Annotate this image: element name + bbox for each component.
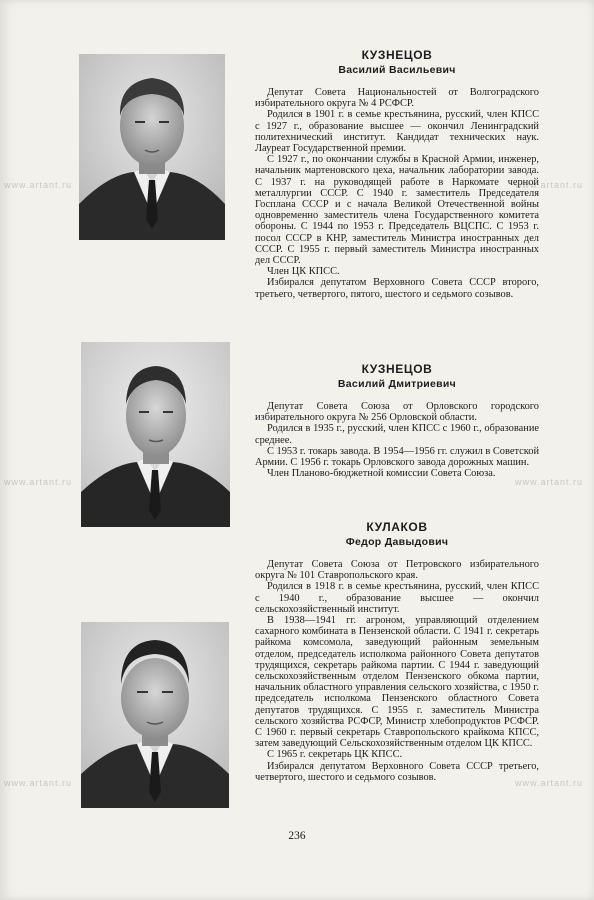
entry-paragraph: Родился в 1918 г. в семье крестьянина, русский, член КПСС с 1940 г., образование высшее — окончил сельскохозяйственный институт. <box>255 581 539 615</box>
entry-given-name: Василий Васильевич <box>338 64 456 76</box>
watermark-left-1: www.artant.ru <box>4 180 73 190</box>
entry-paragraph: Родился в 1935 г., русский, член КПСС с 1960 г., образование среднее. <box>255 423 539 446</box>
entry-paragraph: Член Планово-бюджетной комиссии Совета Союза. <box>267 468 496 480</box>
entry-surname: КУЗНЕЦОВ <box>361 48 433 62</box>
portrait-photo-2 <box>81 342 230 527</box>
watermark-left-3: www.artant.ru <box>4 778 73 788</box>
entry-given-name: Федор Давыдович <box>345 536 449 548</box>
entry-paragraph: Избирался депутатом Верховного Совета СССР третьего, четвертого, шестого и седьмого созывов. <box>255 760 539 783</box>
entry-paragraph: С 1965 г. секретарь ЦК КПСС. <box>267 749 403 761</box>
biography-entry-3 <box>255 520 539 783</box>
entry-paragraph: С 1953 г. токарь завода. В 1954—1956 гг. служил в Советской Армии. С 1956 г. токарь Орловского завода дорожных машин. <box>255 445 540 469</box>
entry-surname: КУЗНЕЦОВ <box>361 362 433 376</box>
entry-paragraph: Член ЦК КПСС. <box>267 266 340 278</box>
watermark-left-2: www.artant.ru <box>4 477 73 487</box>
watermark-right-1: www.artant.ru <box>515 180 584 190</box>
entry-paragraph: С 1927 г., по окончании службы в Красной Армии, инженер, начальник мартеновского цеха, начальник лаборатории завода. С 1937 г. на руководящей работе в Наркомате черной металлургии СССР. С 1940 г. заместитель Председателя Госплана СССР и с начала Великой Отечественной войны одновременно заместитель члена Государственного комитета обороны. С 1944 по 1953 г. Председатель ВЦСПС. С 1953 г. посол СССР в КНР, заместитель Министра иностранных дел СССР. С 1955 г. первый заместитель Министра иностранных дел СССР. <box>255 154 539 267</box>
portrait-photo-3 <box>81 622 229 808</box>
biography-entry-1 <box>255 48 539 300</box>
watermark-right-3: www.artant.ru <box>515 778 584 788</box>
watermark-right-2: www.artant.ru <box>515 477 584 487</box>
portrait-photo-1 <box>79 54 225 240</box>
entry-paragraph: Родился в 1901 г. в семье крестьянина, русский, член КПСС с 1927 г., образование высшее — окончил Ленинградский политехнический институт. Кандидат технических наук. Лауреат Государственной премии. <box>255 109 539 155</box>
entry-surname: КУЛАКОВ <box>366 520 428 534</box>
entry-paragraph: Избирался депутатом Верховного Совета СССР второго, третьего, четвертого, пятого, шестого и седьмого созывов. <box>255 277 539 300</box>
biography-entry-2 <box>255 362 539 479</box>
page-number: 236 <box>288 830 306 842</box>
entry-given-name: Василий Дмитриевич <box>337 378 457 390</box>
entry-paragraph: Депутат Совета Национальностей от Волгоградского избирательного округа № 4 РСФСР. <box>255 87 539 110</box>
entry-paragraph: Депутат Совета Союза от Петровского избирательного округа № 101 Ставропольского края. <box>255 559 539 582</box>
entry-paragraph: В 1938—1941 гг. агроном, управляющий отделением сахарного комбината в Пензенской области. С 1941 г. секретарь райкома комсомола, заведующий районным земельным отделом, председатель исполкома районного Совета депутатов трудящихся, секретарь райкома партии. С 1944 г. заведующий сельскохозяйственным отделом Пензенского обкома партии, начальник областного управления сельского хозяйства, с 1950 г. председатель исполкома Пензенского областного Совета депутатов трудящихся. С 1955 г. заместитель Министра сельского хозяйства РСФСР, Министр хлебопродуктов РСФСР. С 1960 г. первый секретарь Ставропольского крайкома КПСС, затем заведующий Сельскохозяйственным отделом ЦК КПСС. <box>255 615 539 750</box>
entry-paragraph: Депутат Совета Союза от Орловского городского избирательного округа № 256 Орловской области. <box>255 401 539 424</box>
